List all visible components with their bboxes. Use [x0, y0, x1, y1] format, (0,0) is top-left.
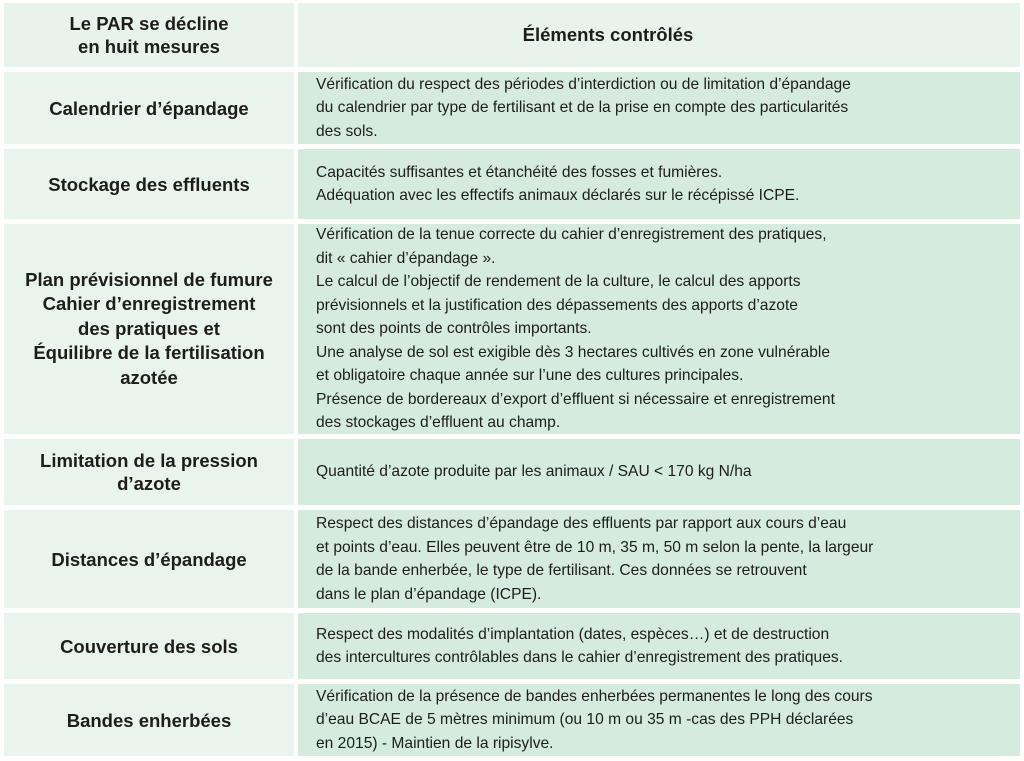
- table-row: [4, 72, 1020, 144]
- header-measures-line: en huit mesures: [78, 36, 220, 57]
- detail-line: prévisionnels et la justification des dépassements des apports d’azote: [316, 296, 798, 314]
- details-cell: [298, 684, 1020, 756]
- detail-line: Capacités suffisantes et étanchéité des fosses et fumières.: [316, 163, 723, 181]
- detail-line: dit « cahier d’épandage ».: [316, 249, 496, 267]
- details-cell: [298, 224, 1020, 434]
- table-row: [4, 224, 1020, 434]
- measure-cell: [4, 72, 294, 144]
- table-row: [4, 684, 1020, 756]
- measure-line: Bandes enherbées: [66, 709, 232, 731]
- detail-line: Présence de bordereaux d’export d’effluent si nécessaire et enregistrement: [316, 390, 835, 408]
- measure-line: azotée: [120, 366, 178, 388]
- detail-line: Respect des distances d’épandage des effluents par rapport aux cours d’eau: [316, 515, 847, 532]
- details-cell: [298, 613, 1020, 679]
- detail-line: dans le plan d’épandage (ICPE).: [316, 585, 542, 603]
- detail-line: de la bande enherbée, le type de fertilisant. Ces données se retrouvent: [316, 562, 807, 579]
- measure-line: Couverture des sols: [60, 635, 238, 657]
- header-controls: [298, 3, 1020, 67]
- detail-line: d’eau BCAE de 5 mètres minimum (ou 10 m ou 35 m -cas des PPH déclarées: [316, 711, 854, 729]
- measure-cell: [4, 224, 294, 434]
- measure-cell: [4, 613, 294, 679]
- measure-line: Limitation de la pression: [40, 450, 258, 471]
- detail-line: Vérification de la présence de bandes enherbées permanentes le long des cours: [316, 687, 873, 705]
- header-measures-line: Le PAR se décline: [69, 13, 229, 34]
- detail-line: et points d’eau. Elles peuvent être de 10 m, 35 m, 50 m selon la pente, la largeur: [316, 538, 874, 556]
- details-cell: [298, 149, 1020, 219]
- detail-line: Vérification du respect des périodes d’interdiction ou de limitation d’épandage: [316, 75, 851, 93]
- detail-line: des intercultures contrôlables dans le cahier d’enregistrement des pratiques.: [316, 649, 844, 666]
- detail-line: sont des points de contrôles importants.: [316, 320, 592, 338]
- detail-line: Respect des modalités d’implantation (dates, espèces…) et de destruction: [316, 625, 830, 643]
- detail-line: Le calcul de l’objectif de rendement de la culture, le calcul des apports: [316, 273, 801, 291]
- table-row: [4, 613, 1020, 679]
- measure-line: Équilibre de la fertilisation: [33, 342, 265, 364]
- detail-line: du calendrier par type de fertilisant et de la prise en compte des particularités: [316, 99, 849, 117]
- table-header: [4, 3, 1020, 67]
- detail-line: Adéquation avec les effectifs animaux déclarés sur le récépissé ICPE.: [316, 187, 800, 204]
- table-row: [4, 439, 1020, 505]
- table-row: [4, 149, 1020, 219]
- measure-cell: [4, 684, 294, 756]
- detail-line: et obligatoire chaque année sur l’une des cultures principales.: [316, 367, 744, 385]
- detail-line: Quantité d’azote produite par les animaux / SAU < 170 kg N/ha: [316, 463, 752, 481]
- measure-line: Stockage des effluents: [48, 173, 250, 195]
- measure-cell: [4, 149, 294, 219]
- header-controls-label: Éléments contrôlés: [522, 24, 694, 46]
- measure-line: Cahier d’enregistrement: [42, 293, 256, 315]
- detail-line: des sols.: [316, 122, 378, 140]
- measure-line: d’azote: [117, 473, 181, 494]
- details-cell: [298, 510, 1020, 608]
- detail-line: Vérification de la tenue correcte du cahier d’enregistrement des pratiques,: [316, 226, 827, 244]
- header-measures: [4, 3, 294, 67]
- measure-line: des pratiques et: [78, 317, 220, 339]
- measure-line: Calendrier d’épandage: [49, 97, 249, 119]
- details-cell: [298, 439, 1020, 505]
- details-cell: [298, 72, 1020, 144]
- detail-line: Une analyse de sol est exigible dès 3 hectares cultivés en zone vulnérable: [316, 343, 831, 361]
- measure-line: Plan prévisionnel de fumure: [25, 268, 273, 290]
- detail-line: en 2015) - Maintien de la ripisylve.: [316, 734, 554, 752]
- table-row: [4, 510, 1020, 608]
- detail-line: des stockages d’effluent au champ.: [316, 414, 561, 432]
- measure-cell: [4, 439, 294, 505]
- measures-table: [4, 3, 1020, 761]
- measure-line: Distances d’épandage: [51, 548, 247, 570]
- measure-cell: [4, 510, 294, 608]
